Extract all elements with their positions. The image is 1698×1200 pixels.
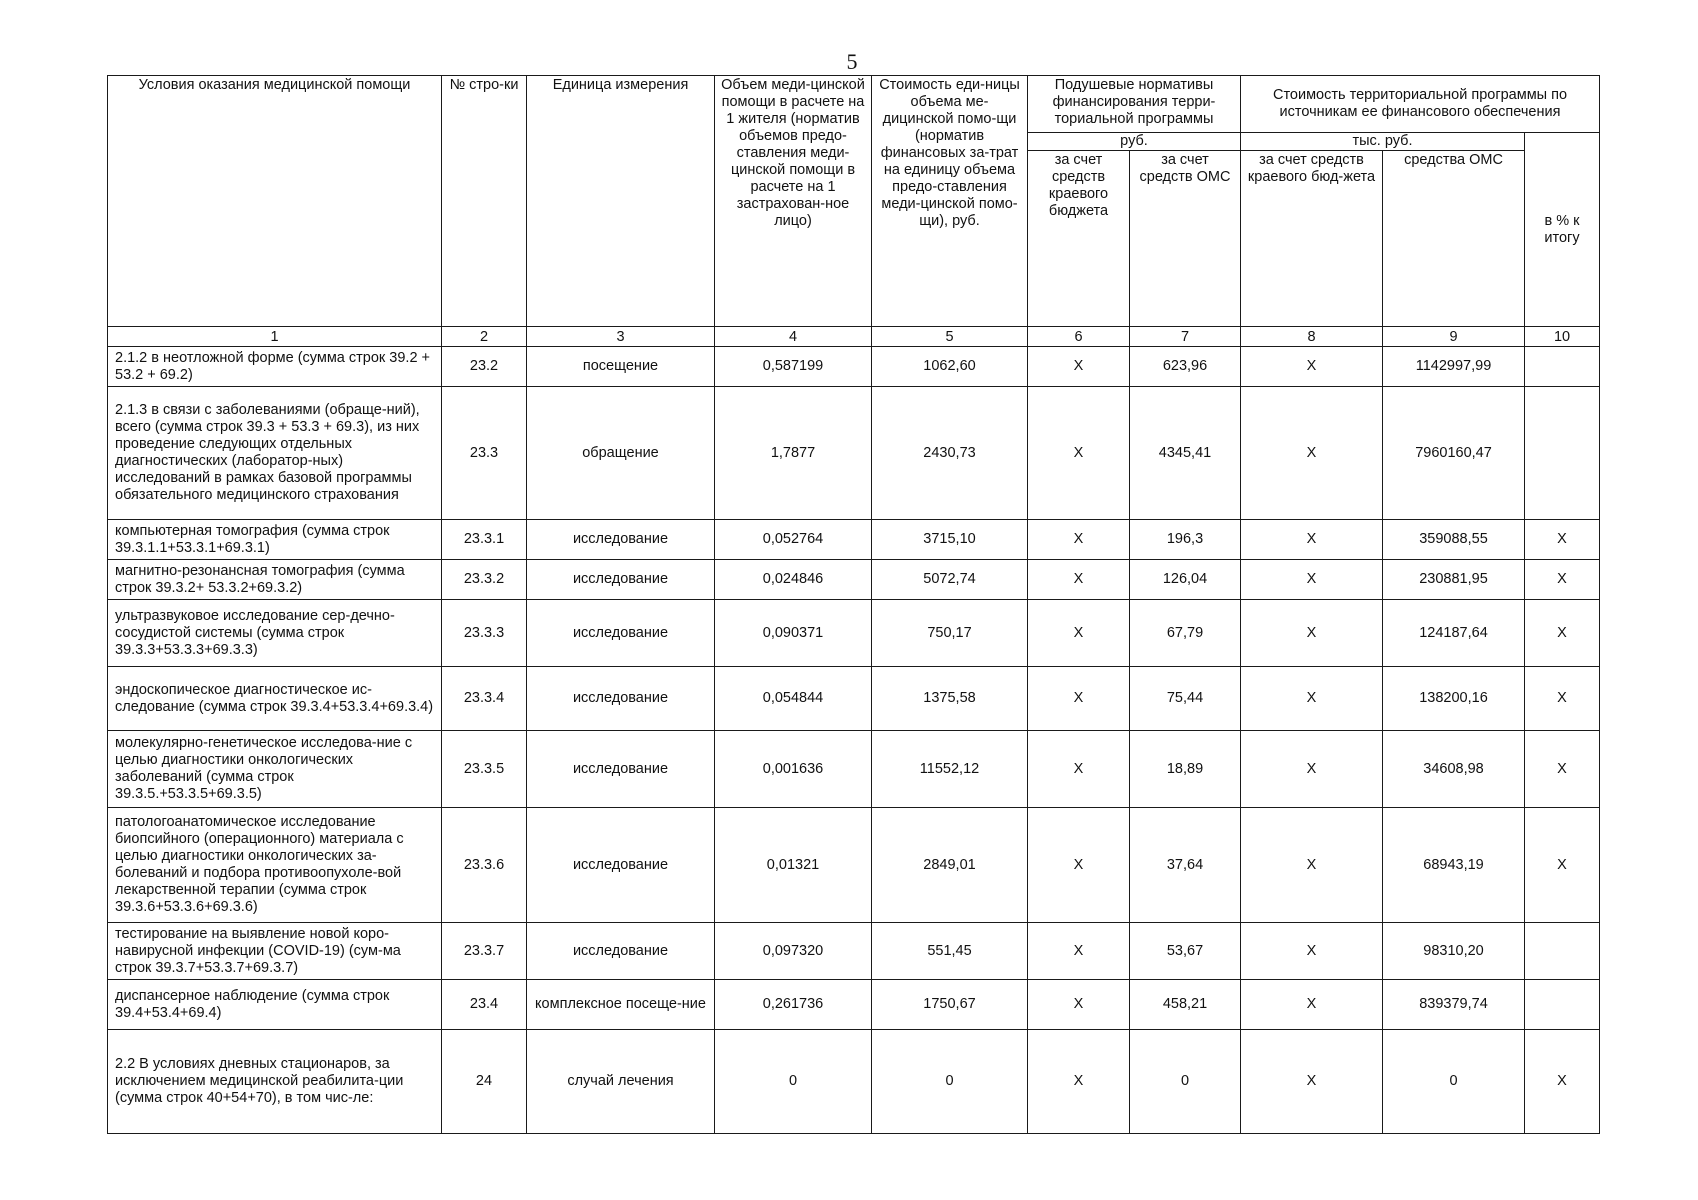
column-number-row [108,327,1600,347]
cost-cell: 0 [872,1030,1028,1134]
per-capita-oms-cell: 196,3 [1130,520,1241,560]
table-row [108,923,1600,980]
per-capita-oms-cell: 623,96 [1130,347,1241,387]
per-capita-oms-cell: 53,67 [1130,923,1241,980]
table-row [108,347,1600,387]
volume-cell: 0,024846 [715,560,872,600]
percent-cell: X [1525,667,1600,731]
header-thousand-rub: тыс. руб. [1241,133,1525,151]
per-capita-oms-cell: 75,44 [1130,667,1241,731]
volume-cell: 0,261736 [715,980,872,1030]
unit-cell: случай лечения [527,1030,715,1134]
cost-cell: 5072,74 [872,560,1028,600]
per-capita-budget-cell: X [1028,387,1130,520]
cost-cell: 3715,10 [872,520,1028,560]
table-row [108,731,1600,808]
header-cost-budget: за счет средств краевого бюд-жета [1241,151,1383,327]
per-capita-oms-cell: 126,04 [1130,560,1241,600]
condition-cell: патологоанатомическое исследование биопсийного (операционного) материала с целью диагностики онкологических за-болеваний и подбора противоопухоле-вой лекарственной терапии (сумма строк 39.3.6+53.3.6+69.3.6) [108,808,442,923]
row-no-cell: 23.3.7 [442,923,527,980]
per-capita-budget-cell: X [1028,560,1130,600]
column-number: 6 [1028,327,1130,347]
row-no-cell: 23.2 [442,347,527,387]
row-no-cell: 24 [442,1030,527,1134]
per-capita-budget-cell: X [1028,600,1130,667]
cost-budget-cell: X [1241,667,1383,731]
per-capita-oms-cell: 458,21 [1130,980,1241,1030]
condition-cell: 2.1.3 в связи с заболеваниями (обраще-ний), всего (сумма строк 39.3 + 53.3 + 69.3), из них проведение следующих отдельных диагностических (лаборатор-ных) исследований в рамках базовой программы обязательного медицинского страхования [108,387,442,520]
per-capita-budget-cell: X [1028,980,1130,1030]
volume-cell: 0,097320 [715,923,872,980]
cost-budget-cell: X [1241,387,1383,520]
row-no-cell: 23.3.2 [442,560,527,600]
cost-oms-cell: 839379,74 [1383,980,1525,1030]
cost-budget-cell: X [1241,520,1383,560]
cost-cell: 2430,73 [872,387,1028,520]
per-capita-budget-cell: X [1028,667,1130,731]
unit-cell: обращение [527,387,715,520]
condition-cell: 2.1.2 в неотложной форме (сумма строк 39.2 + 53.2 + 69.2) [108,347,442,387]
row-no-cell: 23.3.5 [442,731,527,808]
row-no-cell: 23.3.6 [442,808,527,923]
header-per-capita: Подушевые нормативы финансирования терри-ториальной программы [1028,76,1241,133]
table-row [108,600,1600,667]
cost-budget-cell: X [1241,1030,1383,1134]
cost-oms-cell: 68943,19 [1383,808,1525,923]
unit-cell: исследование [527,560,715,600]
row-no-cell: 23.3.1 [442,520,527,560]
percent-cell: X [1525,600,1600,667]
row-no-cell: 23.4 [442,980,527,1030]
row-no-cell: 23.3.4 [442,667,527,731]
unit-cell: исследование [527,808,715,923]
cost-budget-cell: X [1241,731,1383,808]
cost-budget-cell: X [1241,560,1383,600]
cost-cell: 551,45 [872,923,1028,980]
unit-cell: исследование [527,667,715,731]
cost-budget-cell: X [1241,347,1383,387]
cost-cell: 1062,60 [872,347,1028,387]
cost-oms-cell: 34608,98 [1383,731,1525,808]
column-number: 3 [527,327,715,347]
per-capita-oms-cell: 4345,41 [1130,387,1241,520]
header-cost: Стоимость еди-ницы объема ме-дицинской помо-щи (норматив финансовых за-трат на единицу объема предо-ставления меди-цинской помо-щи), руб. [872,76,1028,327]
column-number: 7 [1130,327,1241,347]
volume-cell: 0,587199 [715,347,872,387]
page-number: 5 [846,49,858,74]
per-capita-oms-cell: 37,64 [1130,808,1241,923]
cost-budget-cell: X [1241,923,1383,980]
percent-cell [1525,387,1600,520]
cost-cell: 2849,01 [872,808,1028,923]
unit-cell: посещение [527,347,715,387]
program-cost-table [107,75,1600,1134]
volume-cell: 0,090371 [715,600,872,667]
condition-cell: магнитно-резонансная томография (сумма строк 39.3.2+ 53.3.2+69.3.2) [108,560,442,600]
condition-cell: эндоскопическое диагностическое ис-следование (сумма строк 39.3.4+53.3.4+69.3.4) [108,667,442,731]
percent-cell: X [1525,808,1600,923]
unit-cell: исследование [527,520,715,560]
per-capita-budget-cell: X [1028,923,1130,980]
percent-cell [1525,923,1600,980]
column-number: 2 [442,327,527,347]
cost-cell: 11552,12 [872,731,1028,808]
cost-cell: 750,17 [872,600,1028,667]
percent-cell [1525,980,1600,1030]
condition-cell: компьютерная томография (сумма строк 39.3.1.1+53.3.1+69.3.1) [108,520,442,560]
cost-cell: 1375,58 [872,667,1028,731]
column-number: 5 [872,327,1028,347]
column-number: 8 [1241,327,1383,347]
per-capita-oms-cell: 0 [1130,1030,1241,1134]
percent-cell: X [1525,560,1600,600]
unit-cell: исследование [527,600,715,667]
condition-cell: ультразвуковое исследование сер-дечно-сосудистой системы (сумма строк 39.3.3+53.3.3+69.3.3) [108,600,442,667]
condition-cell: тестирование на выявление новой коро-навирусной инфекции (COVID-19) (сум-ма строк 39.3.7+53.3.7+69.3.7) [108,923,442,980]
header-volume: Объем меди-цинской помощи в расчете на 1 жителя (норматив объемов предо-ставления меди-цинской помощи в расчете на 1 застрахован-ное лицо) [715,76,872,327]
per-capita-oms-cell: 67,79 [1130,600,1241,667]
cost-oms-cell: 7960160,47 [1383,387,1525,520]
per-capita-budget-cell: X [1028,1030,1130,1134]
header-percent: в % к итогу [1525,133,1600,327]
volume-cell: 0,001636 [715,731,872,808]
row-no-cell: 23.3.3 [442,600,527,667]
table-row [108,560,1600,600]
unit-cell: исследование [527,923,715,980]
cost-budget-cell: X [1241,808,1383,923]
header-row-1 [108,76,1600,133]
table-row [108,980,1600,1030]
percent-cell: X [1525,520,1600,560]
unit-cell: исследование [527,731,715,808]
header-row-no: № стро-ки [442,76,527,327]
cost-oms-cell: 98310,20 [1383,923,1525,980]
row-no-cell: 23.3 [442,387,527,520]
unit-cell: комплексное посеще-ние [527,980,715,1030]
header-per-capita-oms: за счет средств ОМС [1130,151,1241,327]
volume-cell: 0,052764 [715,520,872,560]
cost-oms-cell: 359088,55 [1383,520,1525,560]
table-row [108,1030,1600,1134]
header-rub: руб. [1028,133,1241,151]
condition-cell: диспансерное наблюдение (сумма строк 39.4+53.4+69.4) [108,980,442,1030]
column-number: 10 [1525,327,1600,347]
cost-oms-cell: 1142997,99 [1383,347,1525,387]
cost-cell: 1750,67 [872,980,1028,1030]
volume-cell: 0 [715,1030,872,1134]
per-capita-budget-cell: X [1028,347,1130,387]
condition-cell: молекулярно-генетическое исследова-ние с целью диагностики онкологических заболеваний (сумма строк 39.3.5.+53.3.5+69.3.5) [108,731,442,808]
cost-oms-cell: 138200,16 [1383,667,1525,731]
per-capita-budget-cell: X [1028,808,1130,923]
percent-cell: X [1525,1030,1600,1134]
table-row [108,667,1600,731]
table-row [108,387,1600,520]
cost-oms-cell: 124187,64 [1383,600,1525,667]
per-capita-oms-cell: 18,89 [1130,731,1241,808]
column-number: 4 [715,327,872,347]
percent-cell: X [1525,731,1600,808]
header-unit: Единица измерения [527,76,715,327]
cost-oms-cell: 230881,95 [1383,560,1525,600]
header-cost-oms: средства ОМС [1383,151,1525,327]
volume-cell: 0,01321 [715,808,872,923]
header-conditions: Условия оказания медицинской помощи [108,76,442,327]
cost-oms-cell: 0 [1383,1030,1525,1134]
per-capita-budget-cell: X [1028,731,1130,808]
table-row [108,808,1600,923]
cost-budget-cell: X [1241,980,1383,1030]
condition-cell: 2.2 В условиях дневных стационаров, за исключением медицинской реабилита-ции (сумма строк 40+54+70), в том чис-ле: [108,1030,442,1134]
percent-cell [1525,347,1600,387]
table-row [108,520,1600,560]
header-per-capita-budget: за счет средств краевого бюджета [1028,151,1130,327]
per-capita-budget-cell: X [1028,520,1130,560]
column-number: 9 [1383,327,1525,347]
header-program-cost: Стоимость территориальной программы по источникам ее финансового обеспечения [1241,76,1600,133]
volume-cell: 0,054844 [715,667,872,731]
volume-cell: 1,7877 [715,387,872,520]
cost-budget-cell: X [1241,600,1383,667]
column-number: 1 [108,327,442,347]
